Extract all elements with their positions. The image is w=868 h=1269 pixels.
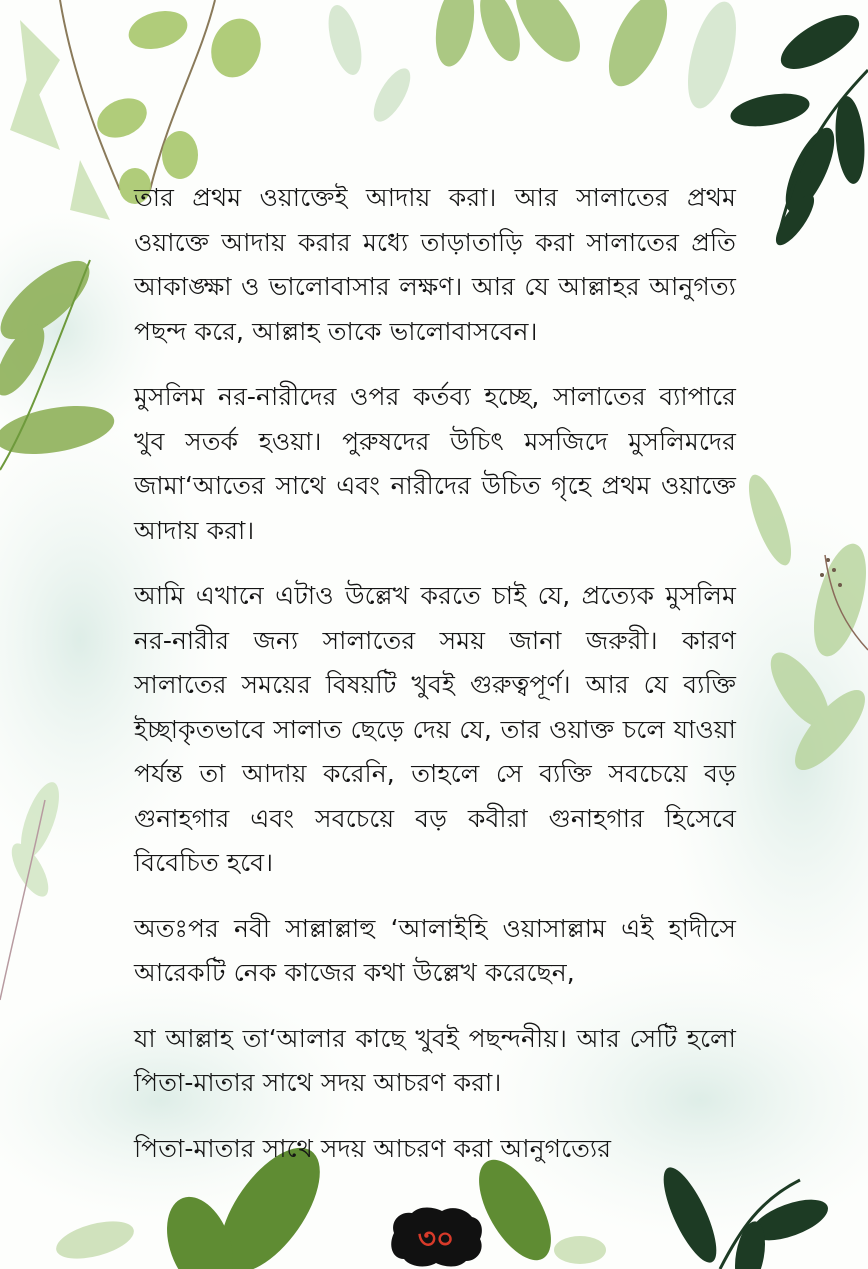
paragraph-2: মুসলিম নর-নারীদের ওপর কর্তব্য হচ্ছে, সালাতের ব্যাপারে খুব সতর্ক হওয়া। পুরুষদের উচিৎ মসজিদে মুসলিমদের জামা‘আতের সাথে এবং নারীদের উচিত গৃহে প্রথম ওয়াক্তে আদায় করা। — [134, 382, 736, 545]
page-number: ৩০ — [417, 1222, 455, 1255]
paragraph-4: অতঃপর নবী সাল্লাল্লাহু ‘আলাইহি ওয়াসাল্লাম এই হাদীসে আরেকটি নেক কাজের কথা উল্লেখ করেছেন, — [134, 913, 736, 987]
leaf-cluster-top-right — [728, 4, 868, 250]
paragraph-6: পিতা-মাতার সাথে সদয় আচরণ করা আনুগত্যের — [134, 1133, 612, 1163]
page-number-badge — [386, 1203, 486, 1269]
body-text — [134, 176, 736, 1192]
paragraph-5: যা আল্লাহ তা‘আলার কাছে খুবই পছন্দনীয়। আর সেটি হলো পিতা-মাতার সাথে সদয় আচরণ করা। — [134, 1023, 736, 1097]
paragraph-1: তার প্রথম ওয়াক্তেই আদায় করা। আর সালাতের প্রথম ওয়াক্তে আদায় করার মধ্যে তাড়াতাড়ি করা সালাতের প্রতি আকাঙ্ক্ষা ও ভালোবাসার লক্ষণ। আর যে আল্লাহর আনুগত্য পছন্দ করে, আল্লাহ তাকে ভালোবাসবেন। — [134, 183, 736, 346]
paragraph-3: আমি এখানে এটাও উল্লেখ করতে চাই যে, প্রত্যেক মুসলিম নর-নারীর জন্য সালাতের সময় জানা জরুরী। কারণ সালাতের সময়ের বিষয়টি খুবই গুরুত্বপূর্ণ। আর যে ব্যক্তি ইচ্ছাকৃতভাবে সালাত ছেড়ে দেয় যে, তার ওয়াক্ত চলে যাওয়া পর্যন্ত তা আদায় করেনি, তাহলে সে ব্যক্তি সবচেয়ে বড় গুনাহগার এবং সবচেয়ে বড় কবীরা গুনাহগার হিসেবে বিবেচিত হবে। — [134, 581, 736, 877]
